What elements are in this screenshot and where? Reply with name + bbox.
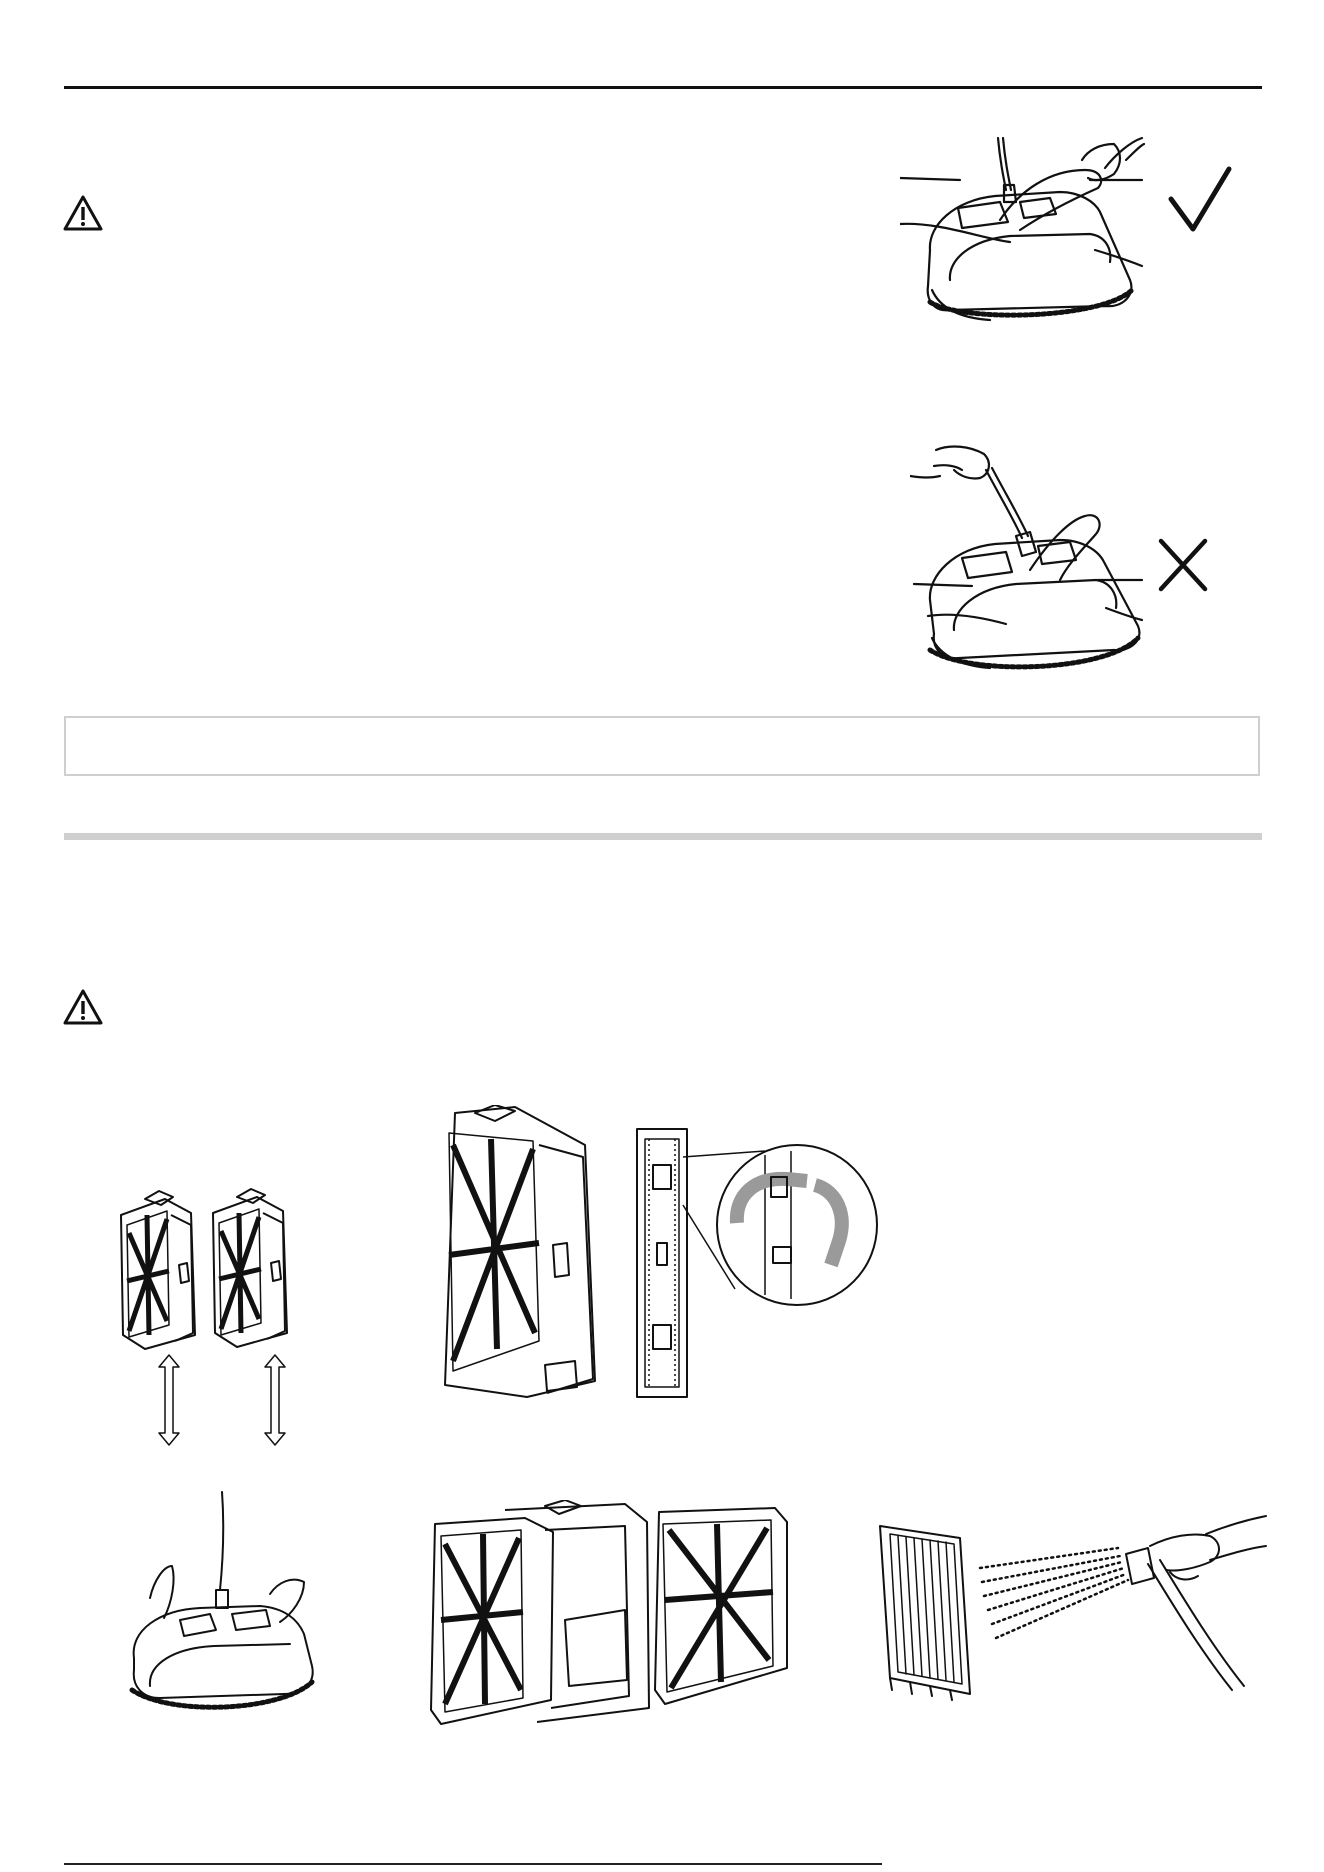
cross-mark-icon — [1155, 535, 1211, 595]
warning-triangle-icon — [62, 194, 104, 232]
robot-lift-by-cable-illustration — [910, 440, 1150, 685]
footer-rule — [64, 1863, 882, 1865]
robot-open-illustration — [120, 1490, 320, 1720]
robot-lift-by-handle-illustration — [900, 130, 1145, 345]
filter-detail-illustration — [435, 1105, 885, 1405]
section-divider — [64, 833, 1262, 840]
note-box — [64, 716, 1260, 776]
filter-rinse-illustration — [870, 1490, 1270, 1705]
filter-exploded-illustration — [425, 1500, 800, 1730]
warning-triangle-icon — [62, 988, 104, 1026]
header-rule — [64, 86, 1262, 89]
check-mark-icon — [1165, 165, 1235, 235]
filter-cartridges-illustration — [115, 1185, 330, 1455]
